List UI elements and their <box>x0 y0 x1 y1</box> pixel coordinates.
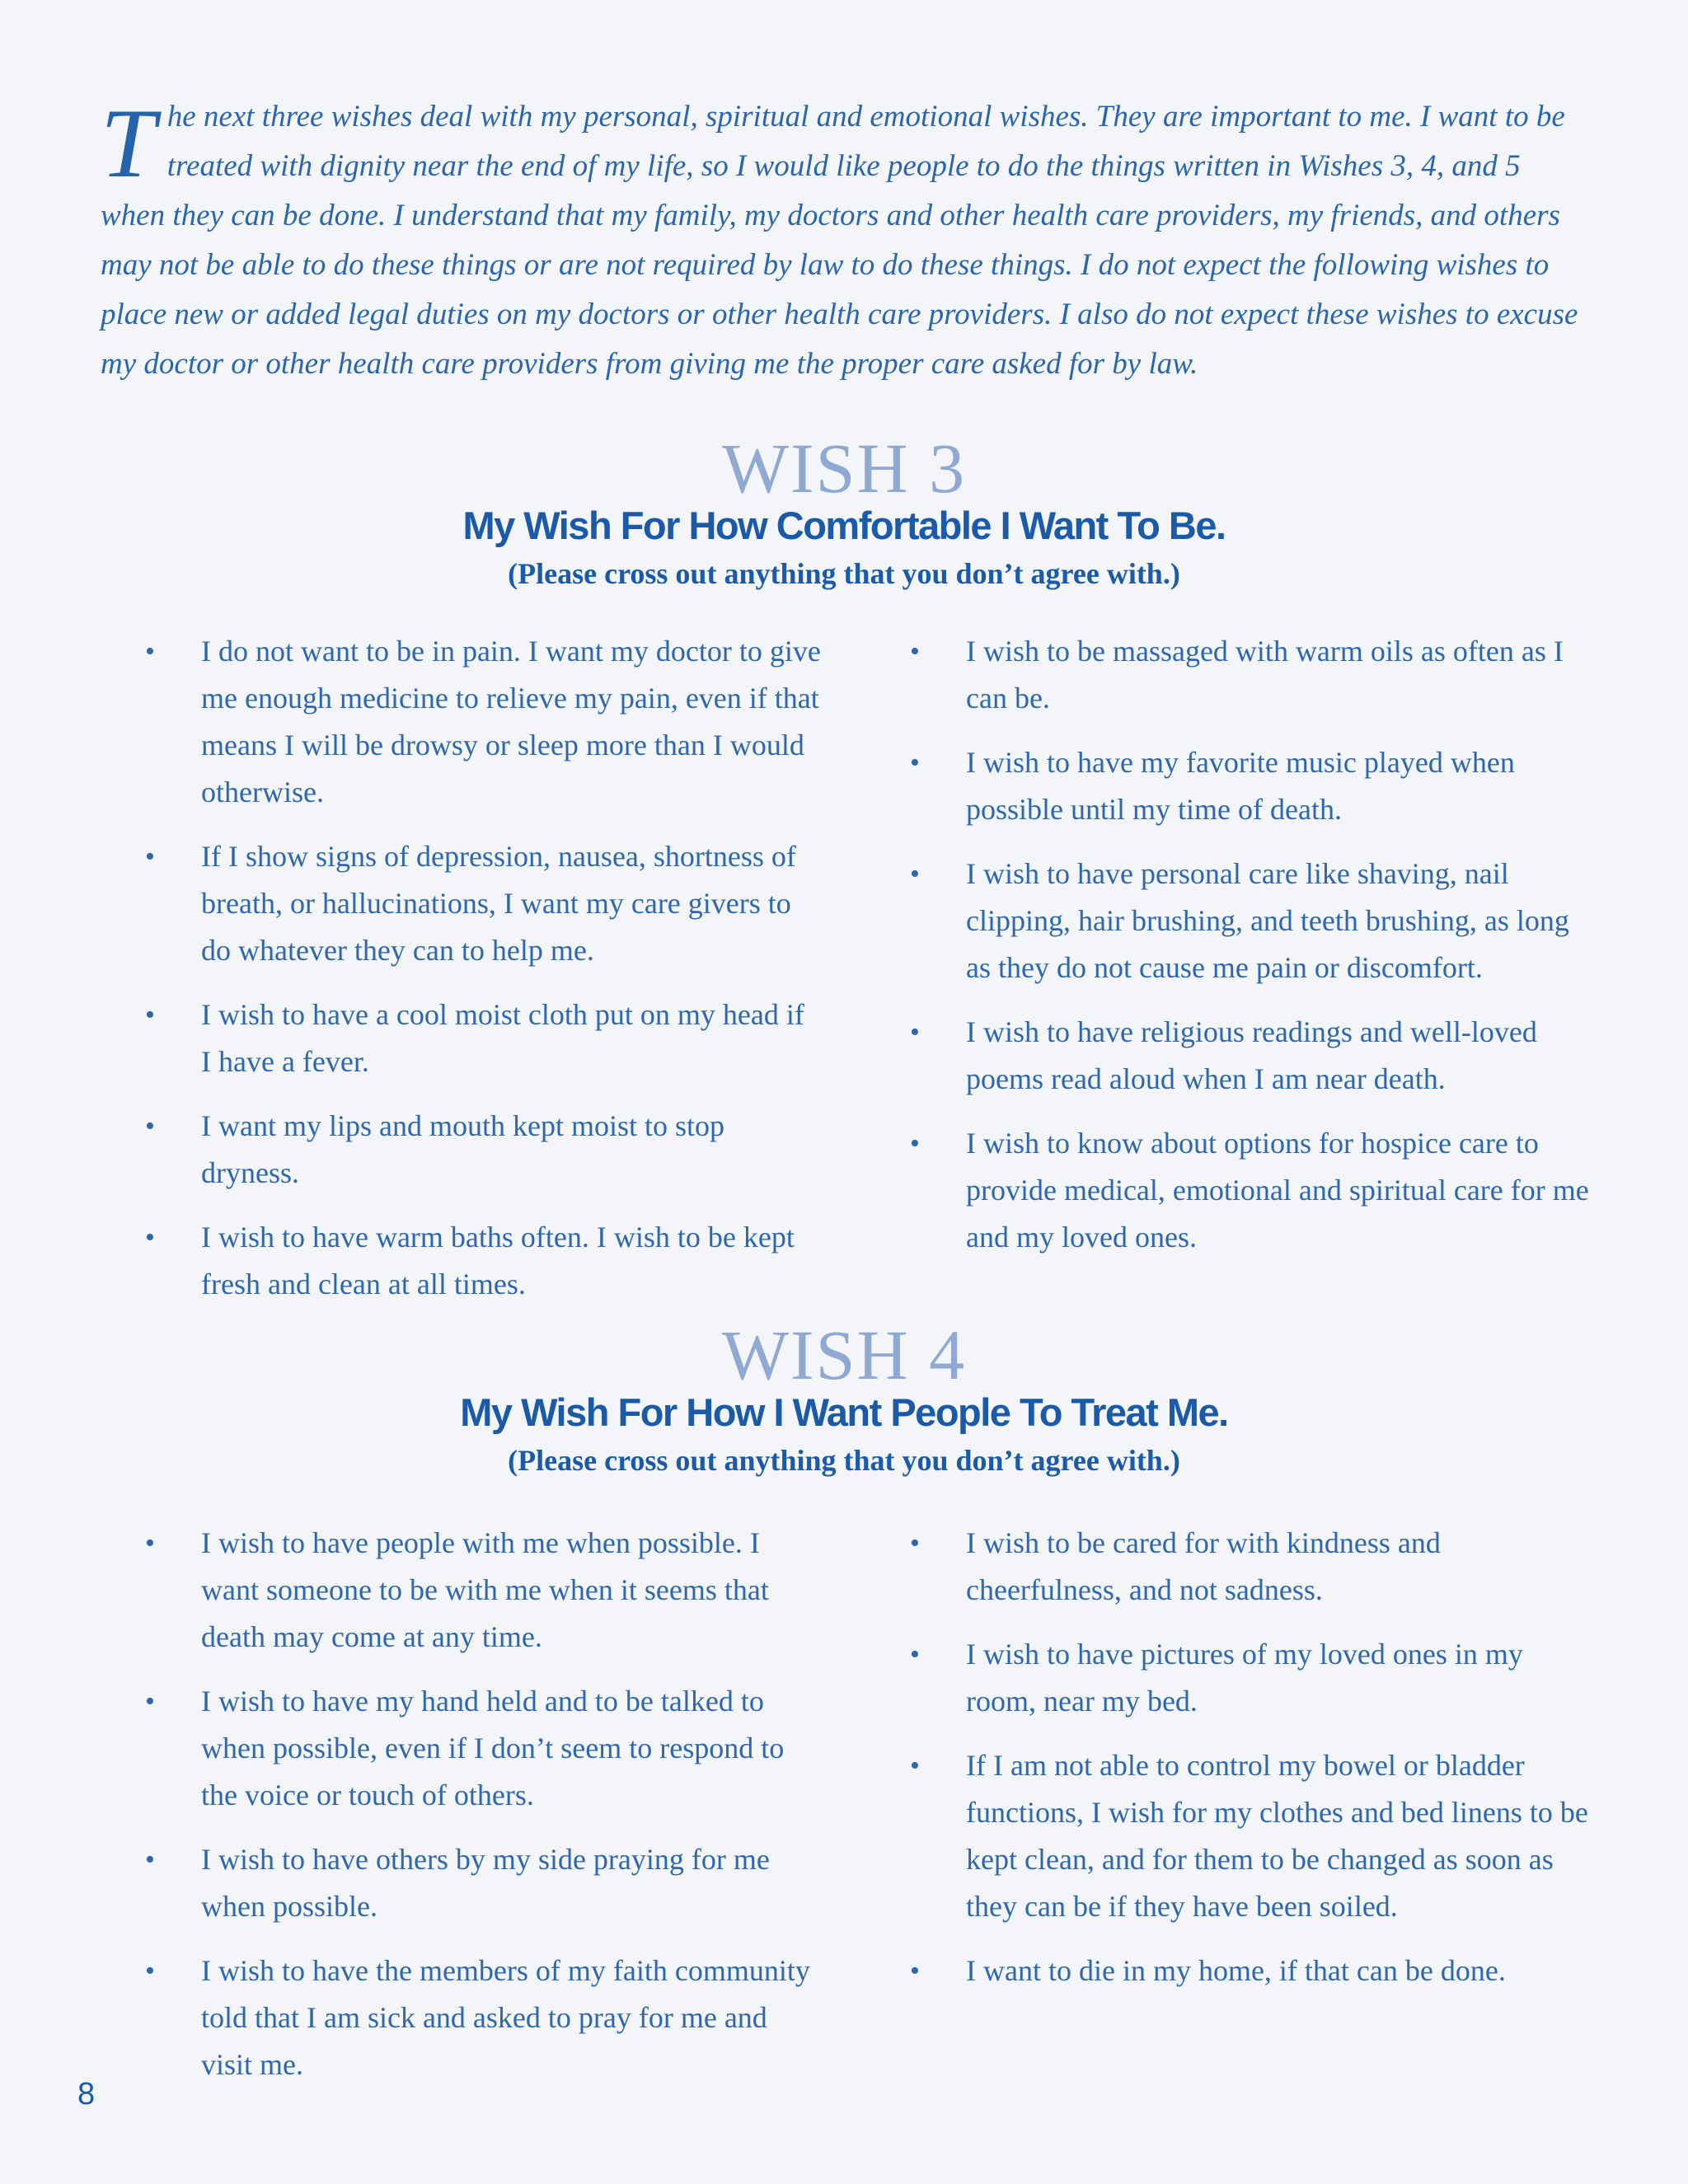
list-item: • I wish to know about options for hospice care to provide medical, emotional and spiritual care for me and my loved ones. <box>910 1120 1599 1261</box>
bullet-icon: • <box>145 1844 155 1875</box>
wish-4-number: WISH 4 <box>721 1315 967 1394</box>
list-item: • I wish to have the members of my faith community told that I am sick and asked to pray for me and visit me. <box>145 1947 821 2088</box>
bullet-icon: • <box>910 1956 920 1986</box>
bullet-icon: • <box>910 636 920 667</box>
list-item: • I wish to have my favorite music played when possible until my time of death. <box>910 739 1599 833</box>
list-item: • I want to die in my home, if that can be done. <box>910 1947 1599 1994</box>
wish-4-header <box>0 1315 1688 1483</box>
bullet-icon: • <box>910 1128 920 1159</box>
bullet-icon: • <box>145 1686 155 1717</box>
wish-4-title: My Wish For How I Want People To Treat Me. <box>460 1390 1228 1434</box>
list-item: • If I show signs of depression, nausea, shortness of breath, or hallucinations, I want my care givers to do whatever they can to help me. <box>145 833 821 974</box>
list-item: • I wish to have people with me when possible. I want someone to be with me when it seems that death may come at any time. <box>145 1520 821 1661</box>
bullet-icon: • <box>145 1222 155 1253</box>
wish-3-title: My Wish For How Comfortable I Want To Be. <box>462 504 1226 547</box>
wish-4-left-list <box>145 1520 821 2106</box>
page-number: 8 <box>77 2077 96 2111</box>
list-item: • I wish to have others by my side praying for me when possible. <box>145 1836 821 1930</box>
list-item: • I wish to be massaged with warm oils as often as I can be. <box>910 628 1599 722</box>
list-item: • I want my lips and mouth kept moist to stop dryness. <box>145 1103 821 1197</box>
bullet-icon: • <box>145 1000 155 1030</box>
bullet-icon: • <box>145 1528 155 1558</box>
bullet-icon: • <box>910 1528 920 1558</box>
list-item: • If I am not able to control my bowel or bladder functions, I wish for my clothes and bed linens to be kept clean, and for them to be changed as soon as they can be if they have been soiled. <box>910 1742 1599 1930</box>
drop-cap: T <box>101 88 156 198</box>
intro-paragraph <box>101 88 1584 389</box>
bullet-icon: • <box>910 1017 920 1047</box>
wish-3-header <box>0 429 1688 597</box>
bullet-icon: • <box>910 1750 920 1781</box>
wish-3-left-list <box>145 628 821 1325</box>
list-item: • I wish to have warm baths often. I wish to be kept fresh and clean at all times. <box>145 1214 821 1308</box>
list-item: • I wish to have personal care like shaving, nail clipping, hair brushing, and teeth brushing, as long as they do not cause me pain or discomfort. <box>910 851 1599 991</box>
wish-3-subtitle: (Please cross out anything that you don’t agree with.) <box>508 557 1180 590</box>
list-item: • I wish to have a cool moist cloth put on my head if I have a fever. <box>145 991 821 1085</box>
wish-3-number: WISH 3 <box>721 429 967 508</box>
list-item: • I do not want to be in pain. I want my doctor to give me enough medicine to relieve my pain, even if that means I will be drowsy or sleep more than I would otherwise. <box>145 628 821 816</box>
bullet-icon: • <box>145 1956 155 1986</box>
wish-4-right-list <box>910 1520 1599 2012</box>
bullet-icon: • <box>910 748 920 778</box>
list-item: • I wish to be cared for with kindness and cheerfulness, and not sadness. <box>910 1520 1599 1614</box>
list-item: • I wish to have religious readings and well-loved poems read aloud when I am near death. <box>910 1009 1599 1103</box>
bullet-icon: • <box>145 841 155 872</box>
bullet-icon: • <box>145 636 155 667</box>
list-item: • I wish to have pictures of my loved ones in my room, near my bed. <box>910 1631 1599 1725</box>
intro-text: he next three wishes deal with my personal, spiritual and emotional wishes. They are important to me. I want to be treated with dignity near the end of my life, so I would like people to do the things written in Wishes 3, 4, and 5 when they can be done. I understand that my family, my doctors and other health care providers, my friends, and others may not be able to do these things or are not required by law to do these things. I do not expect the following wishes to place new or added legal duties on my doctors or other health care providers. I also do not expect these wishes to excuse my doctor or other health care providers from giving me the proper care asked for by law. <box>101 100 1578 381</box>
wish-4-subtitle: (Please cross out anything that you don’t agree with.) <box>508 1444 1180 1477</box>
bullet-icon: • <box>145 1111 155 1141</box>
bullet-icon: • <box>910 859 920 889</box>
bullet-icon: • <box>910 1639 920 1670</box>
wish-3-right-list <box>910 628 1599 1278</box>
list-item: • I wish to have my hand held and to be talked to when possible, even if I don’t seem to respond to the voice or touch of others. <box>145 1678 821 1819</box>
